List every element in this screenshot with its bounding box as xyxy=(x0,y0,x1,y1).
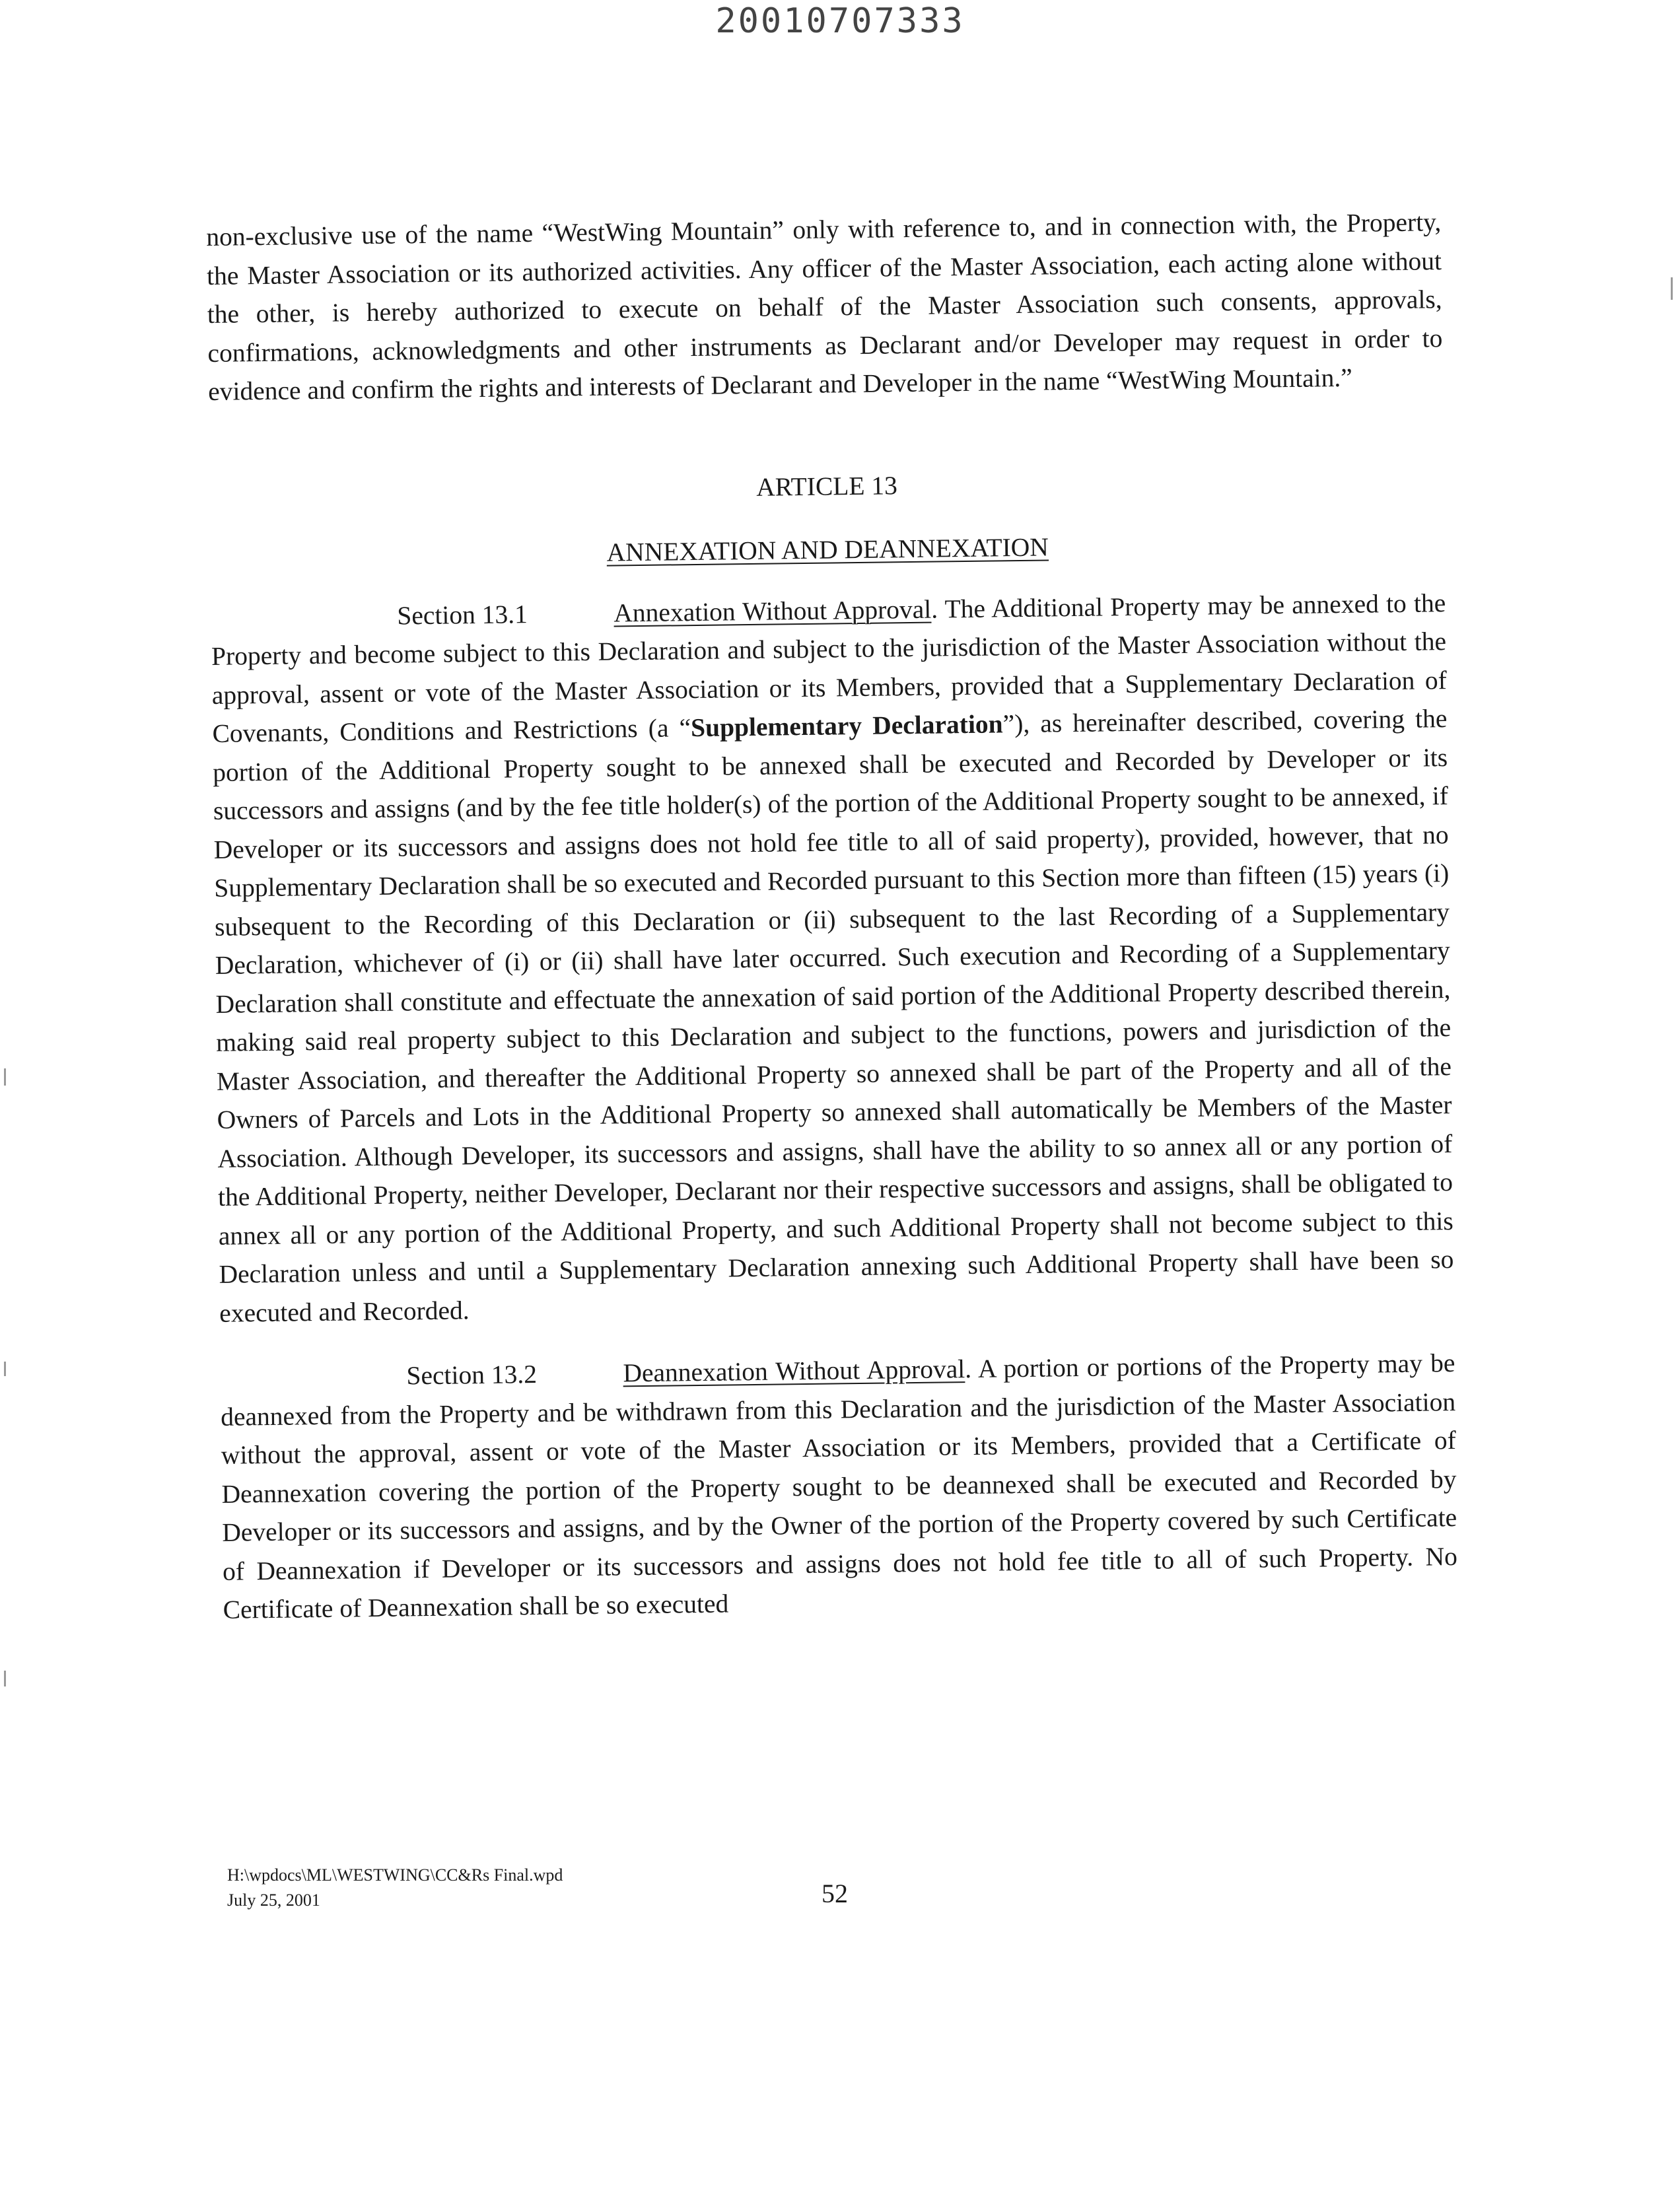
footer-date: July 25, 2001 xyxy=(227,1891,320,1910)
section-number: Section 13.2 xyxy=(406,1360,538,1391)
page-footer xyxy=(227,1863,1350,1943)
article-heading xyxy=(209,460,1445,513)
article-title xyxy=(210,523,1446,576)
section-text-continued: ”), as hereinafter described, covering the portion of the Additional Property sought to be annexed shall be executed and Recorded by Developer or its successors and assigns (and by the fee title holder(s) of the portion of the Additional Property sought to be annexed, if Developer or its successors and assigns does not hold fee title to all of said property), provided, however, that no Supplementary Declaration shall be so executed and Recorded pursuant to this Section more than fifteen (15) years (i) subsequent to the Recording of this Declaration or (ii) subsequent to the last Recording of a Supplementary Declaration, whichever of (i) or (ii) shall have later occurred. Such execution and Recording of a Supplementary Declaration shall constitute and effectuate the annexation of said portion of the Additional Property described therein, making said real property subject to this Declaration and subject to the functions, powers and jurisdiction of the Master Association, and thereafter the Additional Property so annexed shall be part of the Property and all of the Owners of Parcels and Lots in the Additional Property so annexed shall automatically be Members of the Master Association. Although Developer, its successors and assigns, shall have the ability to so annex all or any portion of the Additional Property, neither Developer, Declarant nor their respective successors and assigns, shall be obligated to annex all or any portion of the Additional Property, and such Additional Property shall not become subject to this Declaration unless and until a Supplementary Declaration annexing such Additional Property shall have been so executed and Recorded. xyxy=(212,704,1454,1328)
scan-margin-mark xyxy=(4,1671,6,1686)
intro-paragraph: non-exclusive use of the name “WestWing Mountain” only with reference to, and in connection with, the Property, the Master Association or its authorized activities. Any officer of the Master Association, each acting alone without the other, is hereby authorized to execute on behalf of the Master Association such consents, approvals, confirmations, acknowledgments and other instruments as Declarant and/or Developer may request in order to evidence and confirm the rights and interests of Declarant and Developer in the name “WestWing Mountain.” xyxy=(206,207,1443,406)
document-number: 20010707333 xyxy=(715,1,965,41)
article-heading-text: ARTICLE 13 xyxy=(755,470,898,502)
defined-term: Supplementary Declaration xyxy=(690,709,1003,743)
section-text: . A portion or portions of the Property may be deannexed from the Property and be withdrawn from this Declaration and the jurisdiction of the Master Association without the approval, assent or vote of the Master Association or its Members, provided that a Certificate of Deannexation covering the portion of the Property sought to be deannexed shall be executed and Recorded by Developer or its successors and assigns, and by the Owner of the portion of the Property covered by such Certificate of Deannexation if Developer or its successors and assigns does not hold fee title to all of such Property. No Certificate of Deannexation shall be so executed xyxy=(220,1348,1458,1624)
page-number: 52 xyxy=(822,1879,848,1908)
section-13-2 xyxy=(220,1344,1458,1629)
article-title-text: ANNEXATION AND DEANNEXATION xyxy=(606,532,1049,567)
section-text: . The Additional Property may be annexed to the Property and become subject to this Declaration and subject to the jurisdiction of the Master Association without the approval, assent or vote of the Master Association or its Members, provided that a Supplementary Declaration of Covenants, Conditions and Restrictions (a “ xyxy=(211,588,1447,748)
section-title: Annexation Without Approval xyxy=(613,594,932,628)
section-number: Section 13.1 xyxy=(397,599,528,631)
scan-margin-mark xyxy=(1671,277,1673,300)
scan-margin-mark xyxy=(4,1068,6,1086)
document-page xyxy=(206,203,1458,1629)
scan-margin-mark xyxy=(4,1362,6,1376)
file-path: H:\wpdocs\ML\WESTWING\CC&Rs Final.wpd xyxy=(227,1865,563,1885)
section-title: Deannexation Without Approval xyxy=(623,1354,965,1388)
section-13-1 xyxy=(211,584,1454,1333)
